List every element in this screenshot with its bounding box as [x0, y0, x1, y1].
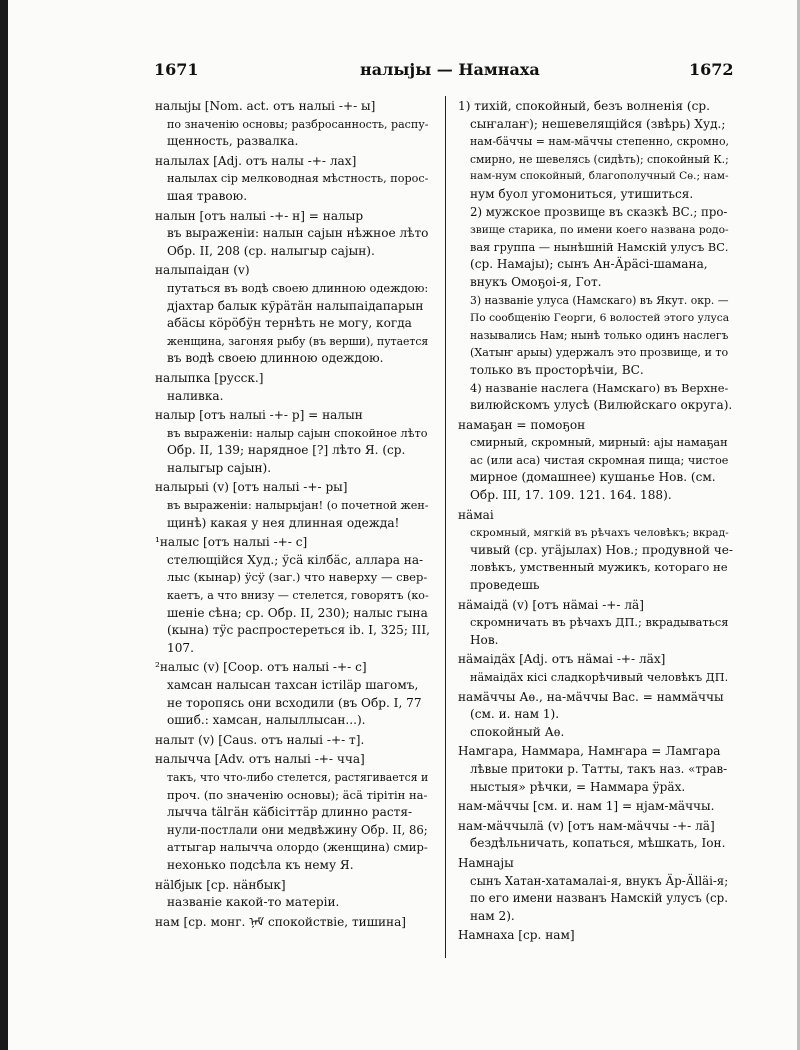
entry-line: мирное (домашнее) кушанье Нов. (см.: [470, 470, 716, 485]
entry-line: налыгыр сајын).: [167, 460, 272, 475]
entry-headword: Намнајы: [458, 855, 514, 870]
entry-headword: Намнаха [ср. нам]: [458, 928, 575, 943]
entry-line: лѣвые притоки р. Татты, такъ наз. «трав-: [470, 761, 728, 776]
entry-line: 2) мужское прозвище въ сказкѣ ВС.; про-: [470, 204, 728, 219]
left-column: [155, 98, 433, 933]
entry-line: наливка.: [167, 388, 224, 403]
entry-line: 3) названіе улуса (Намскаго) въ Якут. окр. —: [470, 293, 729, 307]
entry-line: лыс (кынар) ӱсӱ (заг.) что наверху — свер-: [167, 570, 428, 585]
entry-headword: налыпка [русск.]: [155, 370, 264, 385]
entry-line: щенность, развалка.: [167, 134, 299, 149]
entry-headword: ²налыс (v) [Coop. отъ налыі -+- с]: [155, 660, 367, 675]
dictionary-entry: [458, 417, 733, 505]
dictionary-entry: [155, 877, 433, 912]
dictionary-entry: [155, 534, 433, 657]
entry-line: путаться въ водѣ своею длинною одеждою:: [167, 280, 429, 295]
entry-headword: налыјы [Nom. act. отъ налыі -+- ы]: [155, 99, 376, 113]
entry-line: Обр. III, 17. 109. 121. 164. 188).: [470, 488, 672, 503]
entry-line: названіе какой-то матеріи.: [167, 895, 340, 910]
entry-headword: Намгара, Наммара, Намҥара = Ламгара: [458, 744, 721, 759]
entry-headword: ¹налыс [отъ налыі -+- с]: [155, 535, 308, 550]
entry-line: ошиб.: хамсан, налыллысан...).: [167, 713, 366, 728]
entry-line: сынъ Хатан-хатамалаі-я, внукъ Ӓр-Ӓllӓі-я;: [470, 873, 729, 888]
entry-headword: нӓмаідӓ (v) [отъ нӓмаі -+- лӓ]: [458, 597, 644, 612]
entry-line: 4) названіе наслега (Намскаго) въ Верхне-: [470, 380, 729, 395]
entry-line: Обр. II, 208 (ср. налыгыр сајын).: [167, 243, 375, 258]
entry-line: такъ, что что-либо стелется, растягивается и: [167, 770, 429, 784]
entry-line: скромный, мягкій въ рѣчахъ человѣкъ; вкрад-: [470, 526, 729, 540]
dictionary-entry: [458, 597, 733, 650]
entry-line: по значенію основы; разбросанность, распу-: [167, 117, 429, 131]
entry-line: смирно, не шевелясь (сидѣть); спокойный К.;: [470, 152, 729, 166]
entry-line: шая травою.: [167, 188, 248, 203]
entry-line: по его имени названъ Намскій улусъ (ср.: [470, 891, 728, 906]
entry-line: нули-постлали они медвѣжину Обр. II, 86;: [167, 822, 428, 837]
entry-line: въ выраженіи: налын сајын нѣжное лѣто: [167, 226, 429, 241]
entry-line: сыҥалаҥ); нешевелящійся (звѣрь) Худ.;: [470, 116, 726, 131]
entry-line: дјахтар балык кўрӓтӓн налыпаідапарын: [167, 298, 424, 313]
entry-headword: налын [отъ налыі -+- н] = налыр: [155, 208, 364, 223]
entry-headword: налыт (v) [Caus. отъ налыі -+- т].: [155, 732, 365, 747]
entry-headword: намӓччы Аѳ., на-мӓччы Вас. = наммӓччы: [458, 689, 724, 704]
dictionary-entry: [155, 153, 433, 206]
entry-line: вая группа — нынѣшній Намскій улусъ ВС.: [470, 240, 729, 254]
entry-headword: нӓмаі: [458, 507, 494, 522]
entry-line: нам 2).: [470, 908, 515, 923]
entry-line: чивый (ср. угӓјылах) Нов.; продувной че-: [470, 542, 733, 557]
scan-edge-left: [0, 0, 8, 1050]
entry-line: внукъ Омоҕоі-я, Гот.: [470, 274, 602, 289]
entry-line: скромничать въ рѣчахъ ДП.; вкрадываться: [470, 615, 729, 630]
dictionary-entry: [458, 507, 733, 595]
right-column: [458, 98, 733, 947]
entry-line: только въ просторѣчіи, ВС.: [470, 362, 644, 377]
entry-line: аттыгар налычча олордо (женщина) смир-: [167, 840, 428, 855]
entry-headword: налыр [отъ налыі -+- р] = налын: [155, 408, 363, 423]
entry-line: въ выраженіи: налыр сајын спокойное лѣто: [167, 426, 428, 440]
dictionary-entry: [155, 751, 433, 874]
entry-line: налылах сір мелководная мѣстность, порос-: [167, 172, 429, 186]
entry-headword: налычча [Adv. отъ налыі -+- чча]: [155, 752, 365, 767]
entry-line: нум буол угомониться, утишиться.: [470, 186, 694, 201]
entry-line: ныстыя» рѣчки, = Наммара ӱрӓх.: [470, 779, 686, 794]
dictionary-entry: [458, 743, 733, 796]
entry-line: 107.: [167, 640, 194, 655]
dictionary-entry: [458, 689, 733, 742]
entry-line: абӓсы кӧрӧбӱн тернѣть не могу, когда: [167, 316, 412, 331]
dictionary-entry: [155, 262, 433, 368]
entry-line: По сообщенію Георги, 6 волостей этого улуса: [470, 311, 730, 325]
entry-line: нам-нум спокойный, благополучный Сѳ.; нам-: [470, 170, 729, 183]
entry-line: ас (или аса) чистая скромная пища; чистое: [470, 453, 729, 467]
entry-line: (ср. Намајы); сынъ Ан-Ӓрӓсі-шамана,: [470, 257, 708, 272]
dictionary-entry: [155, 914, 433, 932]
entry-line: проведешь: [470, 578, 540, 593]
entry-line: (кына) тӱс распростереться ib. I, 325; III,: [167, 623, 430, 638]
entry-line: назывались Нам; нынѣ только одинъ наслегъ: [470, 328, 729, 342]
entry-headword: налырыі (v) [отъ налыі -+- ры]: [155, 480, 348, 495]
entry-line: въ водѣ своею длинною одеждою.: [167, 351, 384, 366]
entry-headword: нӓlбјык [ср. нӓнбык]: [155, 877, 286, 892]
entry-line: каетъ, а что внизу — стелется, говорятъ (ко-: [167, 589, 429, 603]
entry-line: вилюйскомъ улусѣ (Вилюйскаго округа).: [470, 398, 733, 413]
entry-headword: намаҕан = помоҕон: [458, 417, 586, 432]
entry-headword: 1) тихій, спокойный, безъ волненія (ср.: [458, 99, 710, 113]
entry-line: шеніе сѣна; ср. Обр. II, 230); налыс гына: [167, 605, 428, 620]
page-header: [0, 60, 800, 84]
dictionary-entry: [155, 407, 433, 477]
entry-headword: нам-мӓччылӓ (v) [отъ нам-мӓччы -+- лӓ]: [458, 818, 715, 833]
entry-line: проч. (по значенію основы); ӓсӓ тірітін на-: [167, 787, 428, 802]
dictionary-entry: [155, 479, 433, 532]
entry-headword: нам [ср. монг. ᠨᠠᠮ спокойствіе, тишина]: [155, 914, 406, 929]
entry-line: стелющійся Худ.; ӱсӓ кілбӓс, аллара на-: [167, 552, 424, 567]
entry-headword: нам-мӓччы [см. и. нам 1] = нјам-мӓччы.: [458, 799, 715, 814]
entry-headword: нӓмаідӓх [Adj. отъ нӓмаі -+- лӓх]: [458, 652, 666, 667]
dictionary-entry: [155, 659, 433, 729]
dictionary-entry: [155, 208, 433, 261]
entry-line: нам-бӓччы = нам-мӓччы степенно, скромно,: [470, 135, 730, 149]
dictionary-entry: [155, 98, 433, 151]
entry-line: (см. и. нам 1).: [470, 707, 560, 722]
page-number-left: 1671: [154, 60, 199, 79]
dictionary-entry: [458, 818, 733, 853]
entry-line: смирный, скромный, мирный: ајы намаҕан: [470, 435, 728, 450]
entry-line: звище старика, по имени коего названа родо-: [470, 223, 729, 237]
column-divider: [445, 96, 446, 958]
dictionary-entry: [458, 98, 733, 415]
dictionary-entry: [155, 370, 433, 405]
entry-line: нехонько подсѣла къ нему Я.: [167, 857, 354, 872]
entry-line: хамсан налысан тахсан істіlӓр шагомъ,: [167, 678, 419, 692]
dictionary-entry: [458, 798, 733, 816]
dictionary-entry: [458, 927, 733, 945]
entry-line: нӓмаідӓх кісі сладкорѣчивый человѣкъ ДП.: [470, 671, 729, 684]
entry-line: бездѣльничать, копаться, мѣшкать, Іон.: [470, 836, 726, 851]
entry-line: спокойный Аѳ.: [470, 724, 565, 739]
entry-line: ловѣкъ, умственный мужикъ, котораго не: [470, 560, 728, 575]
entry-line: лычча tӓlгӓн кӓбісіттӓр длинно растя-: [167, 805, 413, 820]
entry-line: не торопясь они всходили (въ Обр. I, 77: [167, 695, 422, 710]
entry-headword: налылах [Adj. отъ налы -+- лах]: [155, 153, 357, 168]
entry-line: въ выраженіи: налырыјан! (о почетной жен-: [167, 499, 429, 513]
running-head: налыјы — Намнаха: [360, 60, 540, 79]
dictionary-entry: [155, 732, 433, 750]
dictionary-entry: [458, 651, 733, 686]
dictionary-entry: [458, 855, 733, 925]
entry-line: (Хатыҥ арыы) удержалъ это прозвище, и то: [470, 346, 729, 360]
entry-line: женщина, загоняя рыбу (въ верши), путается: [167, 334, 429, 348]
entry-line: Обр. II, 139; нарядное [?] лѣто Я. (ср.: [167, 443, 406, 458]
entry-line: щинѣ) какая у нея длинная одежда!: [167, 515, 400, 530]
page-number-right: 1672: [689, 60, 734, 79]
entry-headword: налыпаідан (v): [155, 263, 250, 278]
entry-line: Нов.: [470, 632, 499, 647]
